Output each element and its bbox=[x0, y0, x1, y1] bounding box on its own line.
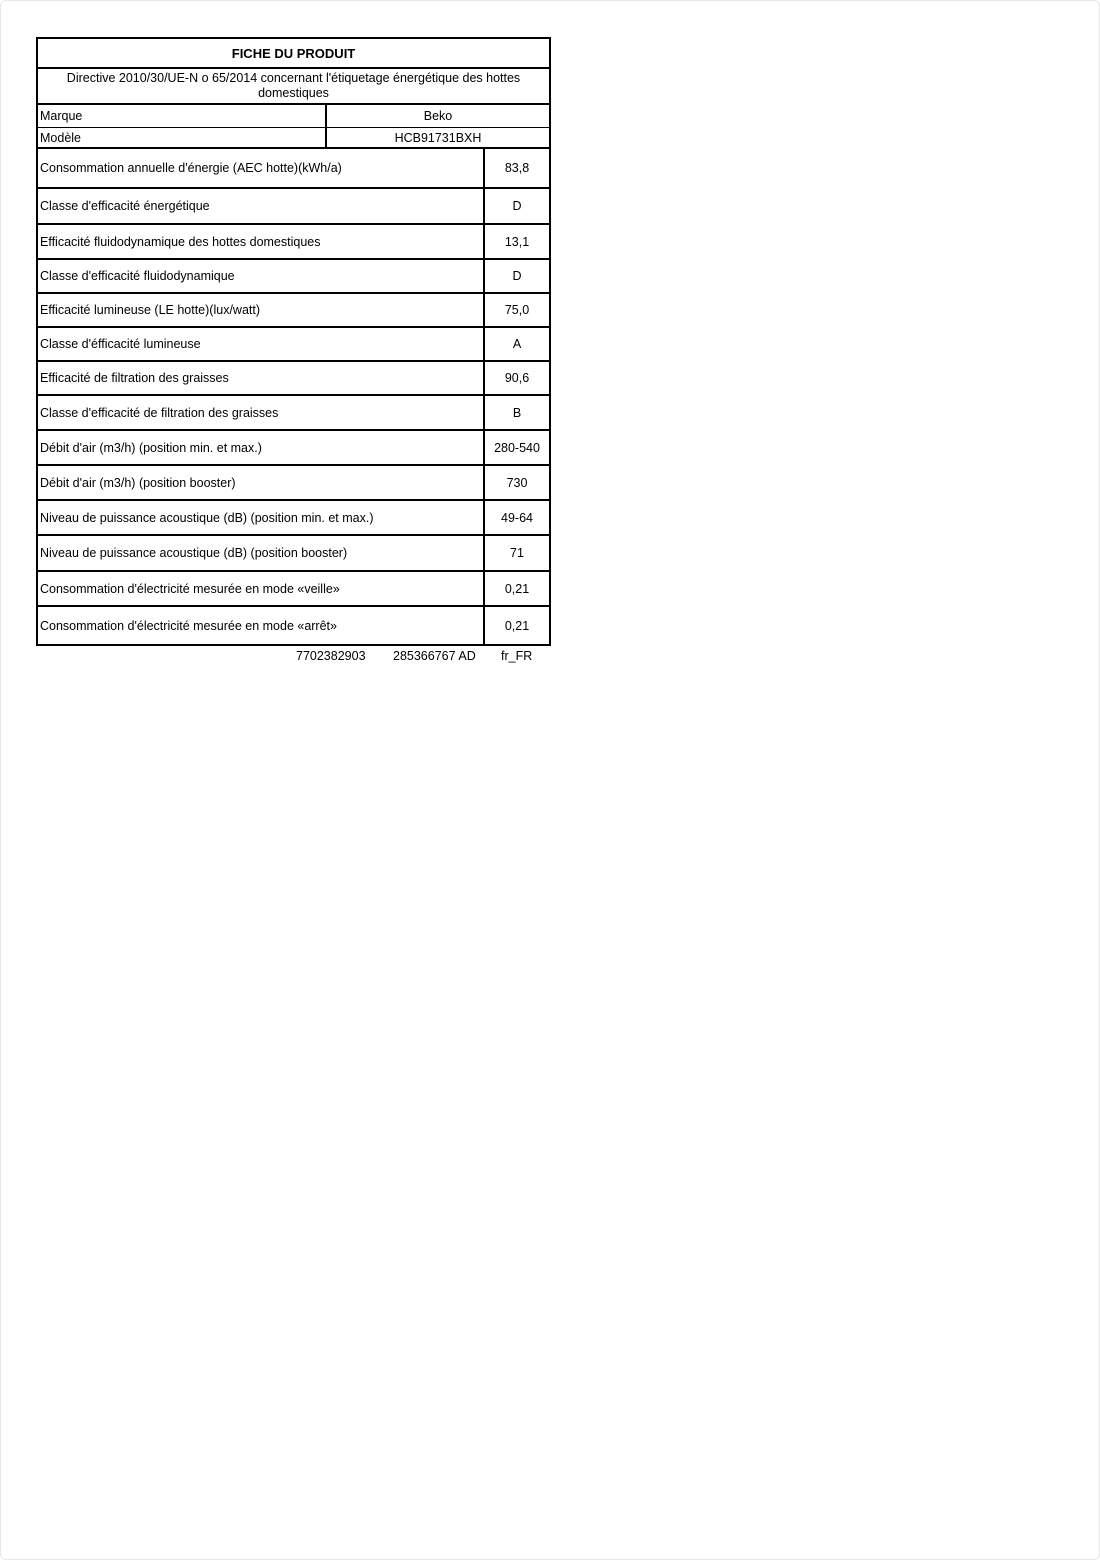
spec-value: 280-540 bbox=[494, 440, 540, 455]
spec-label: Classe d'éfficacité lumineuse bbox=[38, 328, 485, 360]
spec-label: Classe d'efficacité de filtration des graisses bbox=[38, 396, 485, 429]
spec-row-energy-class bbox=[38, 189, 549, 225]
spec-value: 0,21 bbox=[504, 581, 530, 596]
product-sheet-table bbox=[36, 37, 551, 646]
spec-row-grease-efficiency bbox=[38, 362, 549, 396]
brand-value: Beko bbox=[423, 109, 453, 123]
spec-value: A bbox=[512, 337, 522, 351]
spec-row-fluid-class bbox=[38, 260, 549, 294]
spec-row-noise-booster bbox=[38, 536, 549, 572]
spec-value: 0,21 bbox=[504, 618, 530, 633]
spec-value: D bbox=[512, 269, 522, 283]
spec-value: 730 bbox=[506, 475, 528, 490]
spec-row-off-power bbox=[38, 607, 549, 644]
spec-row-fluid-efficiency bbox=[38, 225, 549, 260]
footer-locale: fr_FR bbox=[501, 649, 533, 663]
brand-label: Marque bbox=[38, 105, 327, 127]
spec-label: Débit d'air (m3/h) (position booster) bbox=[38, 466, 485, 499]
spec-label: Efficacité lumineuse (LE hotte)(lux/watt) bbox=[38, 294, 485, 326]
spec-value: 75,0 bbox=[504, 303, 530, 317]
spec-label: Consommation annuelle d'énergie (AEC hotte)(kWh/a) bbox=[38, 149, 485, 187]
spec-label: Efficacité fluidodynamique des hottes domestiques bbox=[38, 225, 485, 258]
brand-row bbox=[38, 105, 549, 128]
footer-code-2: 285366767 AD bbox=[393, 649, 476, 663]
spec-label: Niveau de puissance acoustique (dB) (position booster) bbox=[38, 536, 485, 570]
spec-row-annual-energy bbox=[38, 149, 549, 189]
spec-label: Efficacité de filtration des graisses bbox=[38, 362, 485, 394]
spec-label: Consommation d'électricité mesurée en mode «arrêt» bbox=[38, 607, 485, 644]
spec-label: Consommation d'électricité mesurée en mode «veille» bbox=[38, 572, 485, 605]
spec-value: 90,6 bbox=[504, 371, 530, 385]
sheet-title: FICHE DU PRODUIT bbox=[231, 45, 356, 61]
spec-label: Classe d'efficacité énergétique bbox=[38, 189, 485, 223]
spec-value: 71 bbox=[510, 546, 524, 560]
footer-code-1: 7702382903 bbox=[296, 649, 366, 663]
directive-row bbox=[38, 69, 549, 105]
spec-label: Débit d'air (m3/h) (position min. et max.) bbox=[38, 431, 485, 464]
directive-text: Directive 2010/30/UE-N o 65/2014 concernant l'étiquetage énergétique des hottes domestiques bbox=[66, 71, 521, 100]
spec-row-noise-minmax bbox=[38, 501, 549, 536]
model-row bbox=[38, 128, 549, 149]
spec-value: 83,8 bbox=[504, 161, 530, 175]
spec-row-standby-power bbox=[38, 572, 549, 607]
spec-row-airflow-minmax bbox=[38, 431, 549, 466]
spec-row-grease-class bbox=[38, 396, 549, 431]
model-label: Modèle bbox=[38, 128, 327, 147]
spec-value: D bbox=[512, 199, 522, 213]
spec-value: 49-64 bbox=[501, 510, 533, 525]
sheet-title-row bbox=[38, 39, 549, 69]
spec-value: 13,1 bbox=[504, 234, 530, 249]
spec-row-light-class bbox=[38, 328, 549, 362]
model-value: HCB91731BXH bbox=[394, 130, 482, 145]
spec-label: Classe d'efficacité fluidodynamique bbox=[38, 260, 485, 292]
spec-row-airflow-booster bbox=[38, 466, 549, 501]
document-footer bbox=[296, 649, 532, 663]
spec-value: B bbox=[512, 405, 522, 420]
spec-label: Niveau de puissance acoustique (dB) (position min. et max.) bbox=[38, 501, 485, 534]
spec-row-light-efficiency bbox=[38, 294, 549, 328]
